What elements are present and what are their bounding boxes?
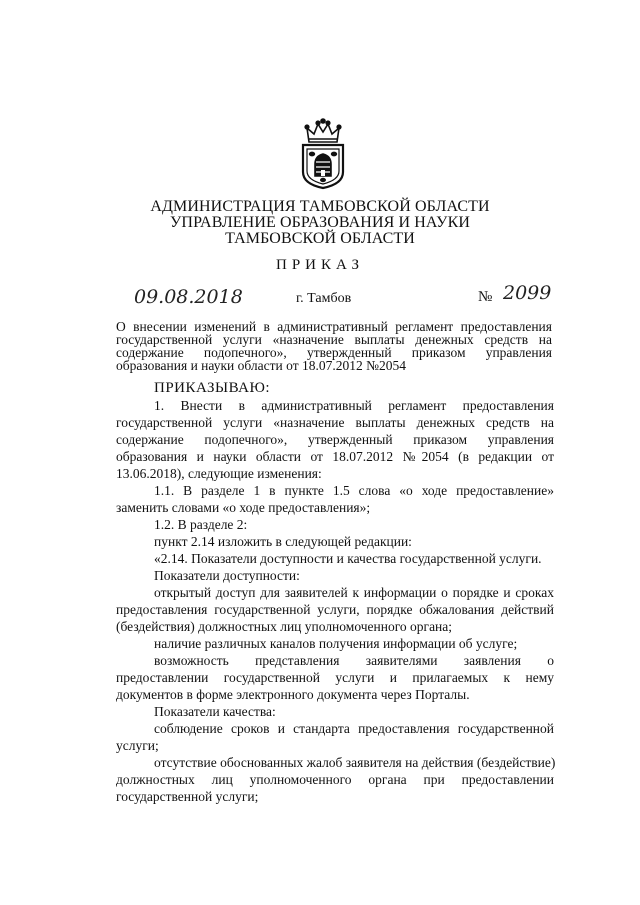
- body-line: образования и науки области от 18.07.2012 №2054 (в редакции от: [116, 449, 554, 464]
- body-line: 1. Внести в административный регламент предоставления: [154, 398, 554, 413]
- body-line: содержание подопечного», утвержденный приказом управления: [116, 432, 554, 447]
- body-line: «2.14. Показатели доступности и качества государственной услуги.: [154, 551, 542, 566]
- body-line: 13.06.2018), следующие изменения:: [116, 466, 322, 481]
- body-line: должностных лиц уполномоченного органа при предоставлении: [116, 772, 554, 787]
- handwritten-date: 09.08.2018: [134, 286, 243, 308]
- body-line: наличие различных каналов получения информации об услуге;: [154, 636, 518, 651]
- body-line: Показатели доступности:: [154, 568, 300, 583]
- city: г. Тамбов: [296, 291, 352, 306]
- org-line-2: УПРАВЛЕНИЕ ОБРАЗОВАНИЯ И НАУКИ: [170, 214, 470, 231]
- body-line: заменить словами «о ходе предоставления»;: [116, 500, 371, 515]
- body-line: отсутствие обоснованных жалоб заявителя на действия (бездействие): [154, 755, 556, 770]
- org-line-1: АДМИНИСТРАЦИЯ ТАМБОВСКОЙ ОБЛАСТИ: [150, 198, 490, 215]
- body-line: 1.1. В разделе 1 в пункте 1.5 слова «о ходе предоставление»: [154, 483, 554, 498]
- body-line: предоставлении государственной услуги и прилагаемых к нему: [116, 670, 554, 685]
- subject-line: О внесении изменений в административный регламент предоставления: [116, 319, 552, 334]
- document-type: ПРИКАЗ: [276, 257, 364, 273]
- number-sign: №: [478, 289, 493, 305]
- body-line: услуги;: [116, 738, 159, 753]
- body-line: документов в форме электронного документа через Порталы.: [116, 687, 470, 702]
- org-line-3: ТАМБОВСКОЙ ОБЛАСТИ: [225, 230, 415, 247]
- command-heading: ПРИКАЗЫВАЮ:: [154, 380, 271, 396]
- document-subject: [116, 320, 552, 372]
- body-line: возможность представления заявителями заявления о: [154, 653, 554, 668]
- handwritten-number: 2099: [503, 282, 552, 304]
- body-line: пункт 2.14 изложить в следующей редакции:: [154, 534, 412, 549]
- body-line: государственной услуги «назначение выплаты денежных средств на: [116, 415, 554, 430]
- body-line: соблюдение сроков и стандарта предоставления государственной: [154, 721, 554, 736]
- subject-line: государственной услуги «назначение выплаты денежных средств на: [116, 332, 552, 347]
- coat-of-arms-emblem: [297, 118, 349, 190]
- document-body: [116, 380, 554, 805]
- subject-line: образования и науки области от 18.07.2012 №2054: [116, 358, 406, 373]
- body-line: (бездействия) должностных лиц уполномоченного органа;: [116, 619, 453, 634]
- body-line: открытый доступ для заявителей к информации о порядке и сроках: [154, 585, 554, 600]
- body-line: Показатели качества:: [154, 704, 276, 719]
- body-line: государственной услуги;: [116, 789, 259, 804]
- body-line: предоставления государственной услуги, порядке обжалования действий: [116, 602, 554, 617]
- body-line: 1.2. В разделе 2:: [154, 517, 248, 532]
- subject-line: содержание подопечного», утвержденный приказом управления: [116, 345, 552, 360]
